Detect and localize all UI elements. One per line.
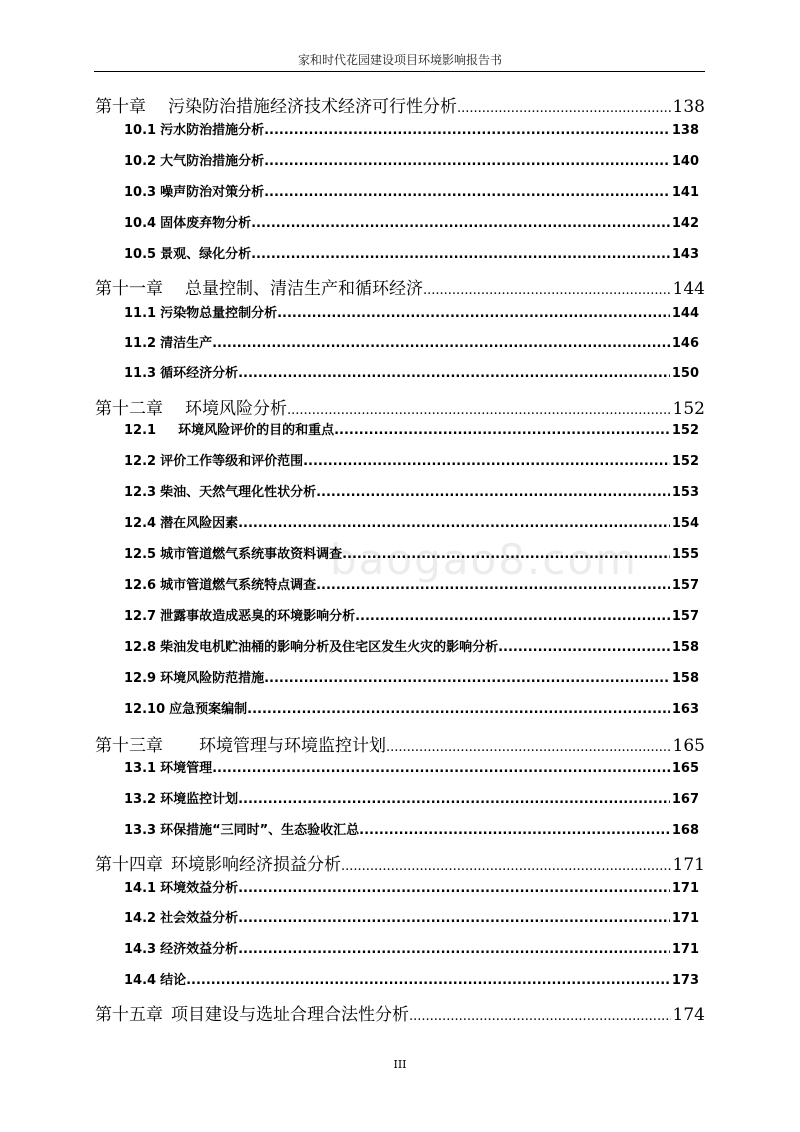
toc-leader-dots (342, 547, 670, 562)
toc-entry-number: 14.4 (124, 973, 157, 988)
toc-page-number: 165 (671, 761, 699, 776)
toc-leader-dots (238, 792, 670, 807)
toc-page-number: 150 (671, 366, 699, 381)
toc-section-entry[interactable] (124, 450, 699, 469)
toc-page-number: 171 (672, 855, 705, 875)
toc-leader-dots (251, 216, 670, 231)
toc-section-entry[interactable] (124, 757, 699, 776)
toc-page-number: 167 (671, 792, 699, 807)
toc-entry-title: 循环经济分析 (160, 366, 239, 381)
toc-page-number: 138 (671, 123, 699, 138)
toc-section-entry[interactable] (124, 819, 699, 838)
toc-chapter-entry[interactable] (95, 850, 705, 875)
toc-leader-dots (341, 859, 671, 874)
toc-page-number: 152 (671, 454, 699, 469)
toc-leader-dots (334, 423, 670, 438)
toc-page-number: 157 (671, 609, 699, 624)
toc-section-entry[interactable] (124, 181, 699, 200)
toc-section-entry[interactable] (124, 212, 699, 231)
toc-page-number: 171 (671, 911, 699, 926)
toc-section-entry[interactable] (124, 332, 699, 351)
toc-page-number: 138 (672, 97, 705, 117)
toc-page-number: 163 (671, 702, 699, 717)
toc-entry-number: 12.7 (124, 609, 157, 624)
toc-entry-title: 环境监控计划 (160, 792, 239, 807)
toc-entry-number: 第十三章 (95, 736, 163, 756)
toc-page-number: 168 (671, 823, 699, 838)
toc-page-number: 143 (671, 247, 699, 262)
toc-entry-title: 清洁生产 (160, 336, 213, 351)
toc-page-number: 144 (671, 306, 699, 321)
toc-entry-number: 10.2 (124, 154, 157, 169)
toc-leader-dots (287, 403, 671, 418)
toc-section-entry[interactable] (124, 969, 699, 988)
toc-chapter-entry[interactable] (95, 92, 705, 117)
toc-leader-dots (359, 823, 670, 838)
toc-entry-number: 10.3 (124, 185, 157, 200)
toc-leader-dots (423, 283, 671, 298)
toc-chapter-entry[interactable] (95, 274, 705, 299)
toc-leader-dots (212, 761, 670, 776)
toc-entry-number: 第十五章 (95, 1005, 163, 1025)
toc-entry-number: 13.2 (124, 792, 157, 807)
toc-entry-number: 12.4 (124, 516, 157, 531)
toc-chapter-entry[interactable] (95, 394, 705, 419)
toc-leader-dots (264, 185, 670, 200)
toc-entry-title: 社会效益分析 (160, 911, 239, 926)
toc-leader-dots (303, 454, 670, 469)
toc-entry-title: 评价工作等级和评价范围 (160, 454, 304, 469)
toc-leader-dots (264, 154, 670, 169)
toc-leader-dots (316, 485, 670, 500)
toc-entry-title: 柴油发电机贮油桶的影响分析及住宅区发生火灾的影响分析 (160, 640, 499, 655)
toc-entry-title: 潜在风险因素 (160, 516, 239, 531)
toc-entry-title: 环境管理 (160, 761, 213, 776)
toc-section-entry[interactable] (124, 543, 699, 562)
toc-entry-title: 城市管道燃气系统事故资料调查 (160, 547, 343, 562)
toc-leader-dots (264, 671, 670, 686)
toc-leader-dots (264, 123, 670, 138)
toc-entry-title: 经济效益分析 (160, 942, 239, 957)
toc-page-number: 140 (671, 154, 699, 169)
toc-entry-number: 12.1 (124, 423, 157, 438)
toc-entry-number: 14.1 (124, 881, 157, 896)
toc-entry-number: 14.3 (124, 942, 157, 957)
toc-entry-title: 项目建设与选址合理合法性分析 (171, 1005, 409, 1025)
toc-page-number: 152 (671, 423, 699, 438)
toc-section-entry[interactable] (124, 698, 699, 717)
toc-section-entry[interactable] (124, 481, 699, 500)
toc-leader-dots (186, 973, 670, 988)
toc-page-number: 174 (672, 1005, 705, 1025)
toc-entry-title: 总量控制、清洁生产和循环经济 (185, 279, 423, 299)
toc-section-entry[interactable] (124, 938, 699, 957)
toc-page-number: 146 (671, 336, 699, 351)
toc-entry-number: 12.2 (124, 454, 157, 469)
toc-leader-dots (251, 247, 670, 262)
toc-entry-number: 第十章 (95, 97, 146, 117)
toc-leader-dots (238, 516, 670, 531)
toc-page-number: 157 (671, 578, 699, 593)
toc-entry-number: 第十四章 (95, 855, 163, 875)
toc-leader-dots (238, 942, 670, 957)
toc-entry-title: 环境风险评价的目的和重点 (178, 423, 335, 438)
toc-leader-dots (409, 1009, 671, 1024)
toc-entry-number: 12.3 (124, 485, 157, 500)
toc-section-entry[interactable] (124, 512, 699, 531)
toc-page-number: 158 (671, 671, 699, 686)
toc-section-entry[interactable] (124, 907, 699, 926)
toc-page-number: 171 (671, 942, 699, 957)
toc-entry-title: 固体废弃物分析 (160, 216, 252, 231)
toc-entry-number: 14.2 (124, 911, 157, 926)
toc-entry-title: 环境效益分析 (160, 881, 239, 896)
toc-page-number: 154 (671, 516, 699, 531)
toc-entry-number: 第十一章 (95, 279, 163, 299)
toc-entry-title: 环境风险防范措施 (160, 671, 265, 686)
toc-entry-title: 噪声防治对策分析 (160, 185, 265, 200)
toc-leader-dots (212, 336, 670, 351)
toc-section-entry[interactable] (124, 119, 699, 138)
toc-page-number: 158 (671, 640, 699, 655)
toc-entry-title: 污染防治措施经济技术经济可行性分析 (168, 97, 457, 117)
toc-entry-number: 12.10 (124, 702, 166, 717)
toc-leader-dots (238, 911, 670, 926)
toc-section-entry[interactable] (124, 243, 699, 262)
toc-page-number: 165 (672, 736, 705, 756)
toc-entry-number: 13.3 (124, 823, 157, 838)
toc-section-entry[interactable] (124, 362, 699, 381)
toc-entry-number: 10.4 (124, 216, 157, 231)
toc-entry-number: 12.8 (124, 640, 157, 655)
toc-section-entry[interactable] (124, 150, 699, 169)
toc-section-entry[interactable] (124, 419, 699, 438)
toc-entry-title: 结论 (160, 973, 187, 988)
toc-chapter-entry[interactable] (95, 731, 705, 756)
toc-leader-dots (457, 101, 671, 116)
toc-entry-title: 环保措施“三同时”、生态验收汇总 (160, 823, 360, 838)
toc-entry-number: 10.1 (124, 123, 157, 138)
toc-entry-number: 第十二章 (95, 399, 163, 419)
toc-section-entry[interactable] (124, 667, 699, 686)
toc-page-number: 141 (671, 185, 699, 200)
toc-page-number: 171 (671, 881, 699, 896)
toc-section-entry[interactable] (124, 877, 699, 896)
toc-entry-title: 柴油、天然气理化性状分析 (160, 485, 317, 500)
toc-section-entry[interactable] (124, 302, 699, 321)
toc-entry-title: 环境风险分析 (185, 399, 287, 419)
toc-entry-number: 12.6 (124, 578, 157, 593)
toc-page-number: 142 (671, 216, 699, 231)
toc-leader-dots (247, 702, 670, 717)
watermark: baogao8.com (330, 535, 638, 584)
toc-page-number: 144 (672, 279, 705, 299)
header-divider (94, 71, 705, 72)
toc-entry-number: 10.5 (124, 247, 157, 262)
toc-leader-dots (316, 578, 670, 593)
toc-section-entry[interactable] (124, 574, 699, 593)
toc-entry-title: 泄露事故造成恶臭的环境影响分析 (160, 609, 356, 624)
toc-leader-dots (238, 366, 670, 381)
toc-section-entry[interactable] (124, 788, 699, 807)
toc-leader-dots (277, 306, 670, 321)
toc-entry-number: 11.2 (124, 336, 157, 351)
toc-section-entry[interactable] (124, 636, 699, 655)
toc-leader-dots (355, 609, 670, 624)
toc-section-entry[interactable] (124, 605, 699, 624)
toc-entry-title: 景观、绿化分析 (160, 247, 252, 262)
toc-entry-number: 12.5 (124, 547, 157, 562)
toc-page-number: 152 (672, 399, 705, 419)
running-header: 家和时代花园建设项目环境影响报告书 (297, 53, 502, 67)
toc-entry-number: 11.3 (124, 366, 157, 381)
toc-entry-title: 污染物总量控制分析 (160, 306, 278, 321)
toc-chapter-entry[interactable] (95, 1000, 705, 1025)
toc-page-number: 153 (671, 485, 699, 500)
toc-page-number: 173 (671, 973, 699, 988)
page-number: III (393, 1058, 407, 1071)
toc-entry-title: 应急预案编制 (169, 702, 248, 717)
toc-entry-title: 环境管理与环境监控计划 (199, 736, 386, 756)
toc-entry-title: 大气防治措施分析 (160, 154, 265, 169)
toc-entry-title: 污水防治措施分析 (160, 123, 265, 138)
toc-entry-number: 12.9 (124, 671, 157, 686)
toc-entry-title: 环境影响经济损益分析 (171, 855, 341, 875)
toc-leader-dots (386, 740, 671, 755)
toc-entry-title: 城市管道燃气系统特点调查 (160, 578, 317, 593)
toc-entry-number: 13.1 (124, 761, 157, 776)
toc-entry-number: 11.1 (124, 306, 157, 321)
toc-leader-dots (238, 881, 670, 896)
toc-page-number: 155 (671, 547, 699, 562)
toc-leader-dots (498, 640, 670, 655)
